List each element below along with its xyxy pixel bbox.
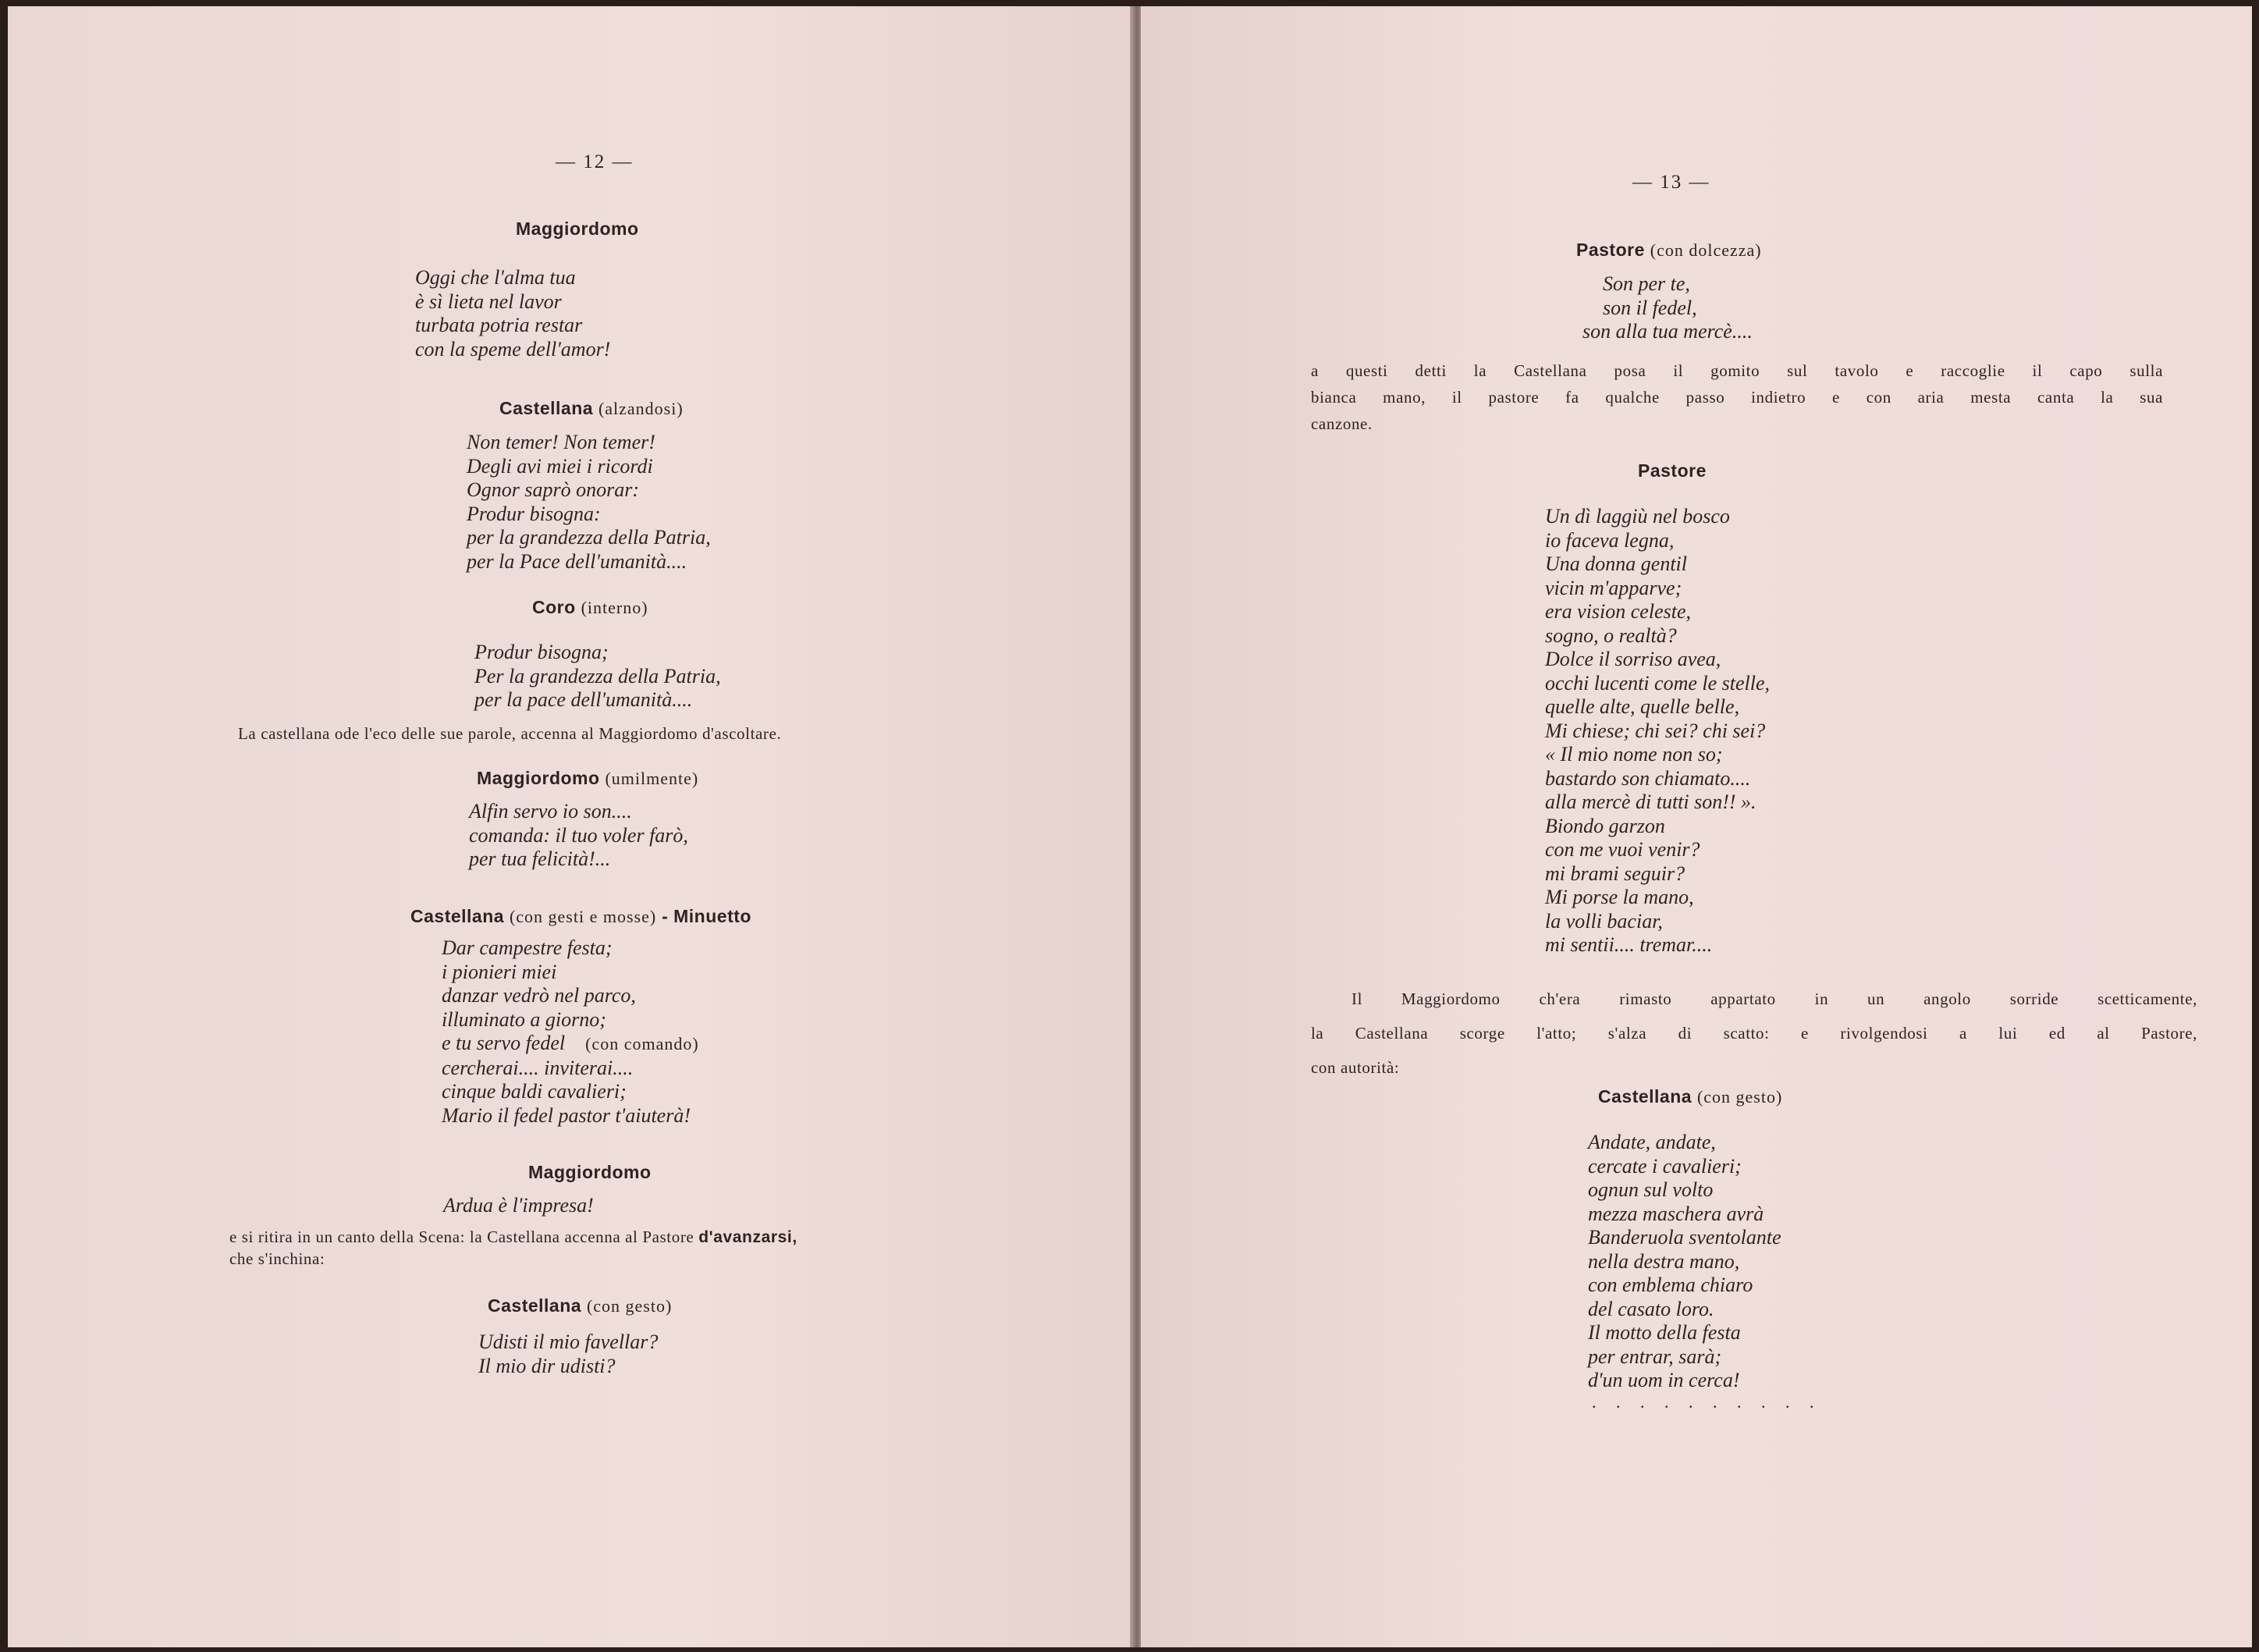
verse-line: Andate, andate,	[1588, 1131, 1716, 1153]
verse-line: mi sentii.... tremar....	[1545, 933, 1713, 956]
verse-line: Alfin servo io son....	[469, 800, 632, 822]
verse-line: io faceva legna,	[1545, 528, 1675, 552]
speaker-heading-castellana-1	[499, 398, 684, 419]
verse-block-7	[478, 1330, 658, 1378]
page-number-13: — 13 —	[1632, 172, 1710, 193]
verse-block-1	[415, 266, 610, 361]
stage-direction: (alzandosi)	[598, 399, 684, 418]
verse-line: per tua felicità!...	[469, 847, 611, 870]
verse-line: Il mio dir udisti?	[478, 1354, 616, 1377]
stage-direction: (con gesto)	[1696, 1087, 1783, 1107]
verse-line: bastardo son chiamato....	[1545, 766, 1751, 790]
verse-line: Un dì laggiù nel bosco	[1545, 505, 1730, 528]
stage-direction-paragraph-2: e si ritira in un canto della Scena: la Castellana accenna al Pastore d'avanzarsi,	[229, 1227, 797, 1246]
verse-line: Degli avi miei i ricordi	[467, 454, 653, 478]
verse-line: illuminato a giorno;	[442, 1007, 606, 1031]
verse-line: per la grandezza della Patria,	[467, 526, 711, 549]
left-page	[8, 6, 1133, 1647]
verse-line: con me vuoi venir?	[1545, 838, 1700, 861]
verse-line: con la speme dell'amor!	[415, 337, 611, 361]
verse-line: mi brami seguir?	[1545, 862, 1685, 885]
speaker-heading-pastore-1	[1576, 240, 1762, 261]
verse-line: la volli baciar,	[1545, 909, 1663, 933]
verse-line: mezza maschera avrà	[1588, 1202, 1764, 1225]
speaker-name: Pastore	[1576, 240, 1645, 260]
verse-line: e tu servo fedel (con comando)	[442, 1032, 699, 1054]
stage-direction: (con gesto)	[586, 1296, 673, 1316]
inline-stage-direction: (con comando)	[585, 1034, 699, 1053]
verse-line: cinque baldi cavalieri;	[442, 1080, 627, 1103]
verse-block-6	[443, 1194, 594, 1218]
speaker-name: Castellana	[488, 1295, 582, 1316]
speaker-name: Castellana	[410, 906, 505, 926]
ellipsis-dots: . . . . . . . . . .	[1592, 1392, 1822, 1412]
speaker-heading-castellana-2	[410, 906, 751, 927]
verse-block-1	[1582, 272, 1753, 344]
speaker-heading-castellana-3	[488, 1295, 672, 1316]
verse-line: Biondo garzon	[1545, 814, 1665, 837]
verse-line: son il fedel,	[1603, 296, 1697, 319]
verse-line: i pionieri miei	[442, 960, 557, 983]
stage-direction: (con gesti e mosse)	[509, 907, 657, 926]
verse-line: per entrar, sarà;	[1588, 1345, 1722, 1368]
verse-line: Oggi che l'alma tua	[415, 266, 576, 289]
verse-line: Mi porse la mano,	[1545, 886, 1694, 908]
verse-line: cercate i cavalieri;	[1588, 1154, 1742, 1178]
speaker-heading-maggiordomo-2	[477, 768, 698, 789]
verse-line: Banderuola sventolante	[1588, 1226, 1781, 1249]
speaker-name: Coro	[532, 597, 576, 617]
verse-block-3	[474, 641, 721, 712]
bold-word: d'avanzarsi,	[698, 1228, 797, 1246]
verse-line: danzar vedrò nel parco,	[442, 984, 636, 1007]
verse-line: quelle alte, quelle belle,	[1545, 695, 1740, 718]
verse-block-4	[469, 800, 688, 872]
verse-line: cercherai.... inviterai....	[442, 1056, 634, 1079]
verse-line: sogno, o realtà?	[1545, 623, 1677, 647]
verse-line: Dar campestre festa;	[442, 936, 613, 959]
verse-line: vicin m'apparve;	[1545, 576, 1682, 599]
verse-line: comanda: il tuo voler farò,	[469, 823, 688, 847]
verse-block-3	[1588, 1131, 1781, 1393]
speaker-heading-coro	[532, 597, 648, 618]
verse-line: Non temer! Non temer!	[467, 431, 655, 453]
verse-line: Ardua è l'impresa!	[443, 1194, 594, 1217]
dance-title: - Minuetto	[662, 906, 751, 926]
speaker-name: Castellana	[499, 398, 594, 418]
verse-line: con emblema chiaro	[1588, 1274, 1753, 1296]
speaker-heading-maggiordomo-1: Maggiordomo	[516, 218, 639, 239]
speaker-heading-pastore-2: Pastore	[1638, 460, 1707, 481]
verse-line: Produr bisogna;	[474, 641, 609, 663]
verse-block-5	[442, 936, 699, 1128]
stage-direction: (con dolcezza)	[1650, 240, 1762, 260]
verse-line: Udisti il mio favellar?	[478, 1330, 659, 1353]
verse-line: Mi chiese; chi sei? chi sei?	[1545, 719, 1766, 742]
right-page	[1141, 6, 2252, 1647]
verse-line: Son per te,	[1603, 272, 1690, 295]
verse-line: è sì lieta nel lavor	[415, 290, 562, 313]
verse-line: occhi lucenti come le stelle,	[1545, 671, 1771, 695]
verse-line: d'un uom in cerca!	[1588, 1369, 1740, 1391]
verse-line: alla mercè di tutti son!! ».	[1545, 790, 1756, 813]
speaker-heading-maggiordomo-3: Maggiordomo	[528, 1162, 652, 1182]
verse-line: Mario il fedel pastor t'aiuterà!	[442, 1103, 691, 1127]
stage-direction-paragraph-2: Il Maggiordomo ch'era rimasto appartato in un angolo sorride scetticamente, la Castellana scorge l'atto; s'alza di scatto: e rivolgendosi a lui ed al Pastore, con autorità:	[1311, 989, 2197, 1077]
verse-line: per la pace dell'umanità....	[474, 688, 693, 711]
verse-line: Una donna gentil	[1545, 552, 1687, 575]
speaker-name: Castellana	[1598, 1086, 1692, 1107]
stage-direction: (umilmente)	[605, 769, 699, 788]
stage-direction: (interno)	[581, 598, 648, 617]
verse-line: Il motto della festa	[1588, 1321, 1741, 1344]
verse-line: ognun sul volto	[1588, 1178, 1714, 1201]
verse-line: Ognor saprò onorar:	[467, 478, 640, 501]
verse-line: Dolce il sorriso avea,	[1545, 648, 1721, 670]
stage-direction-paragraph-1: La castellana ode l'eco delle sue parole, accenna al Maggiordomo d'ascoltare.	[238, 724, 782, 743]
verse-line: Produr bisogna:	[467, 502, 601, 525]
verse-block-2	[467, 431, 711, 574]
verse-line: son alla tua mercè....	[1582, 320, 1753, 343]
stage-direction-paragraph-1: a questi detti la Castellana posa il gomito sul tavolo e raccoglie il capo sulla bianca mano, il pastore fa qualche passo indietro e con aria mesta canta la sua canzone.	[1311, 361, 2163, 433]
verse-line: per la Pace dell'umanità....	[467, 549, 687, 573]
verse-line: era vision celeste,	[1545, 600, 1691, 623]
verse-line: « Il mio nome non so;	[1545, 743, 1723, 766]
verse-block-2	[1545, 505, 1770, 957]
verse-line: Per la grandezza della Patria,	[474, 664, 721, 687]
speaker-name: Maggiordomo	[477, 768, 600, 788]
speaker-heading-castellana	[1598, 1086, 1782, 1107]
verse-line: nella destra mano,	[1588, 1249, 1740, 1273]
verse-line: del casato loro.	[1588, 1297, 1714, 1320]
verse-line: turbata potria restar	[415, 314, 583, 336]
stage-direction-paragraph-2-line-2: che s'inchina:	[229, 1249, 325, 1268]
page-number-12: — 12 —	[556, 151, 634, 172]
